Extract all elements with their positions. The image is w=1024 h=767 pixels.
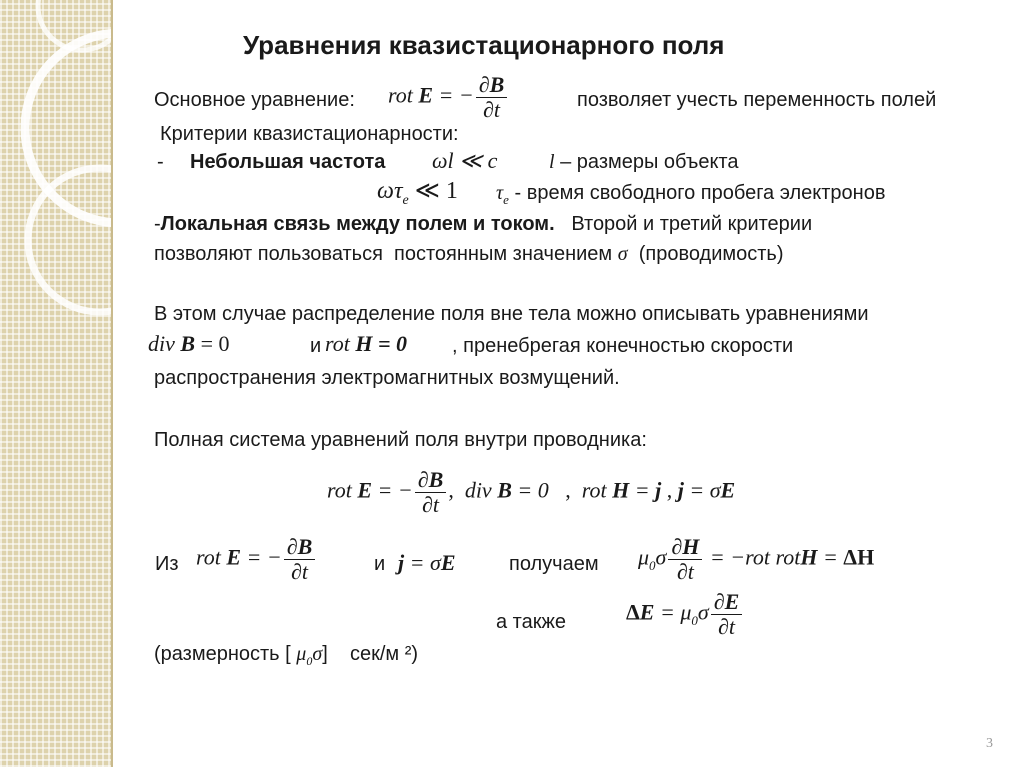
dimension-note: (размерность [ $\mu_0\sigma$] сек/м ²) — [154, 643, 419, 668]
h-diffusion-equation: $\mu_0\sigma$ $\frac{\partial H}{\partial t}$ = −rot rotH = ΔH — [638, 534, 875, 584]
page-number: 3 — [986, 736, 993, 751]
slide-title: Уравнения квазистационарного поля — [243, 30, 725, 60]
also-word: а также — [496, 611, 566, 633]
object-size-note: l – размеры объекта — [549, 151, 739, 173]
conjunction-and: и — [310, 335, 322, 357]
from-word: Из — [155, 553, 179, 575]
full-system-heading: Полная система уравнений поля внутри проводника: — [154, 429, 647, 451]
main-equation-formula: rot E = − $\frac{\partial B}{\partial t}$ — [388, 73, 509, 122]
criteria-heading: Критерии квазистационарности: — [160, 123, 459, 145]
conductivity-line: позволяют пользоваться постоянным значением σ (проводимость) — [154, 243, 784, 265]
outside-field-text: В этом случае распределение поля вне тела можно описывать уравнениями — [154, 303, 869, 325]
free-path-note: $\tau_e$ - время свободного пробега электронов — [496, 182, 886, 207]
criterion-small-frequency: Небольшая частота — [190, 151, 386, 173]
e-diffusion-equation: $\Delta E = \mu_0\sigma$ $\frac{\partial E}{\partial t}$ — [626, 590, 744, 639]
faraday-equation: rot E = − $\frac{\partial B}{\partial t}$ — [196, 535, 317, 584]
rot-h-equation: rot H = 0 — [325, 331, 408, 356]
decorative-sidebar — [0, 0, 113, 767]
full-system-equations: rot E = − $\frac{\partial B}{\partial t}$ , div B = 0 , rot H = j , j = σE — [327, 467, 736, 517]
div-b-equation: div B = 0 — [148, 331, 230, 356]
sidebar-circles — [0, 0, 113, 767]
and-word: и — [374, 553, 386, 575]
criterion-local-link: -Локальная связь между полем и током. Второй и третий критерии — [154, 213, 813, 235]
main-equation-label: Основное уравнение: — [154, 89, 355, 111]
ohm-law-equation: j = σE — [398, 550, 456, 575]
main-equation-note: позволяет учесть переменность полей — [577, 89, 937, 111]
propagation-text: распространения электромагнитных возмущений. — [154, 367, 620, 389]
free-path-condition: $\omega\tau_e$ ≪ 1 — [377, 178, 458, 208]
neglect-text: , пренебрегая конечностью скорости — [452, 335, 794, 357]
obtain-word: получаем — [509, 553, 599, 575]
frequency-condition: ωl ≪ c — [432, 148, 498, 173]
criterion-dash: - — [157, 151, 164, 173]
